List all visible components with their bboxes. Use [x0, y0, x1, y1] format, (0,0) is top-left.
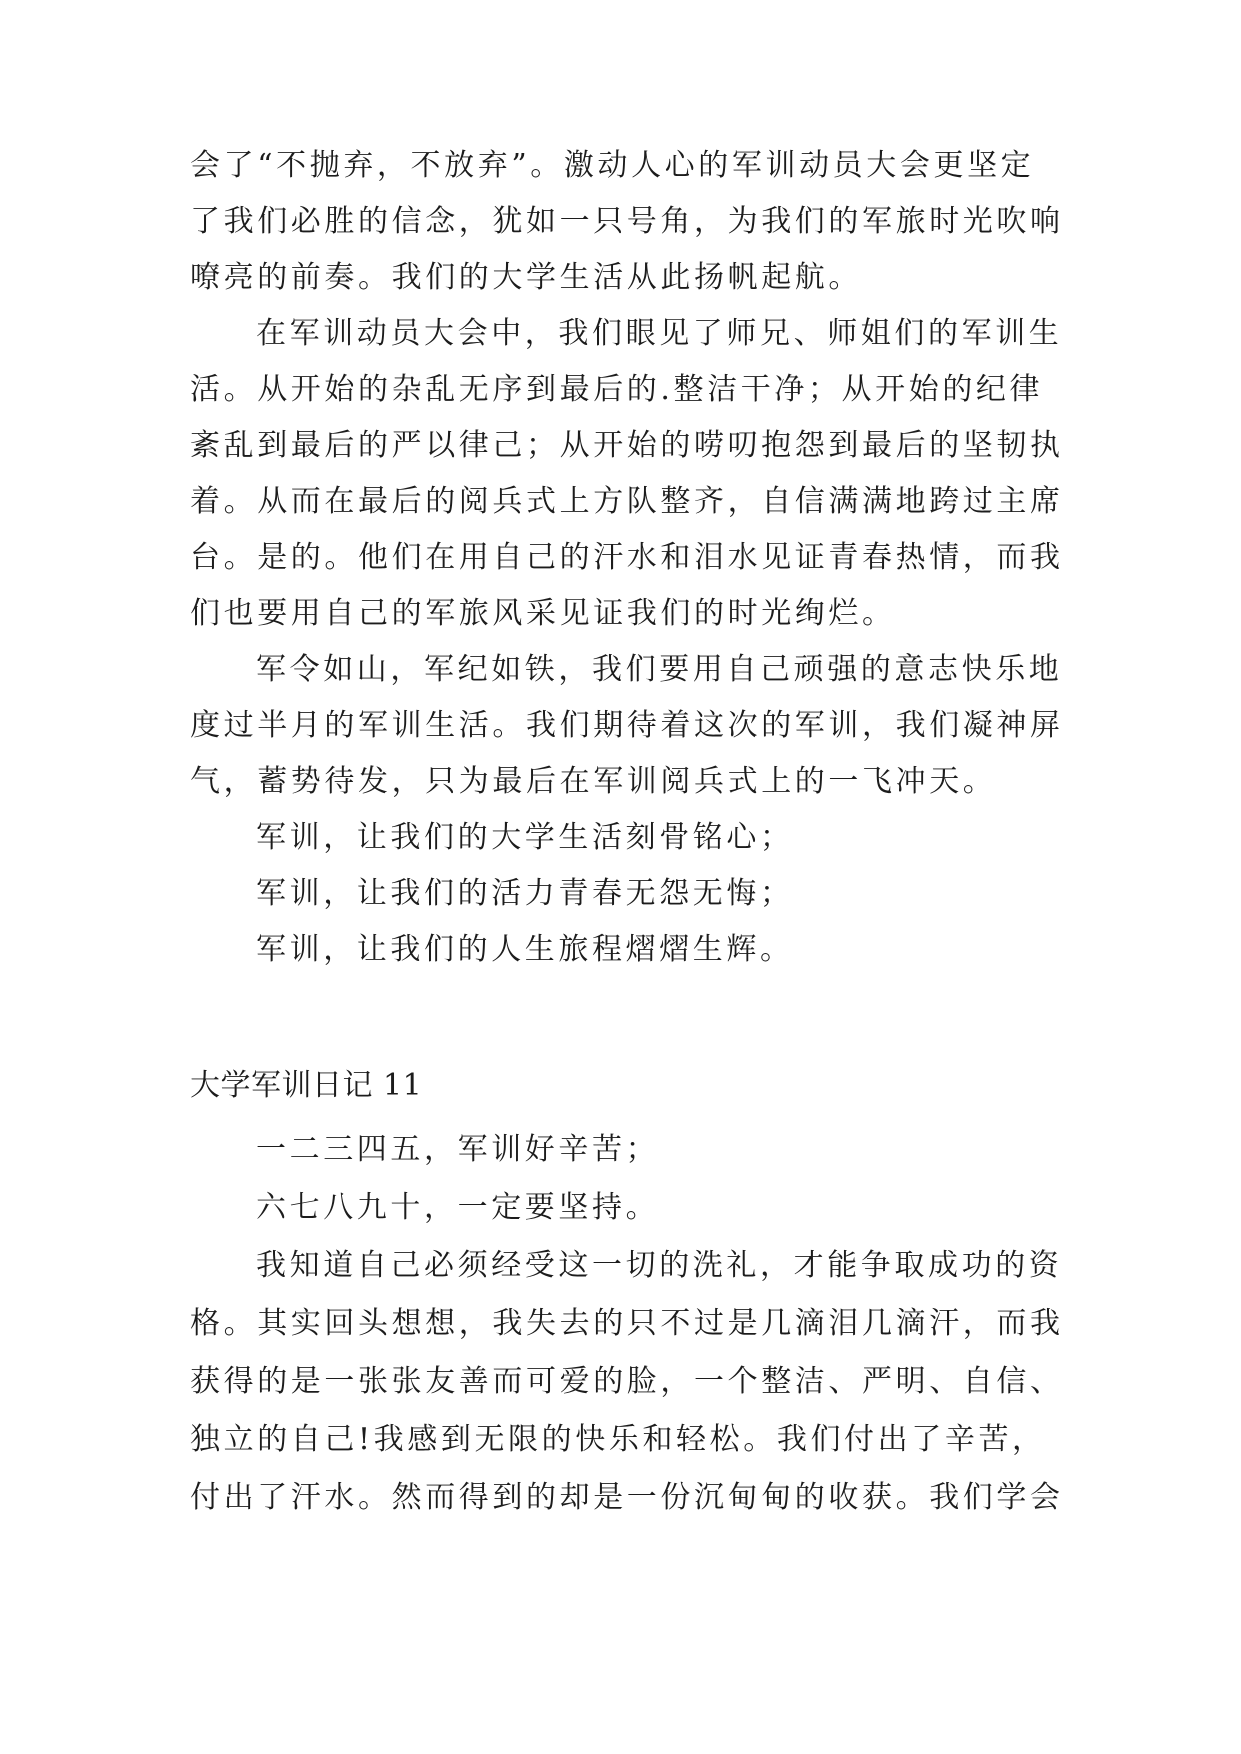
- paragraph-line: 一二三四五，军训好辛苦；: [256, 1132, 660, 1167]
- paragraph-line: 台。是的。他们在用自己的汗水和泪水见证青春热情，而我: [190, 540, 1064, 575]
- paragraph-line: 独立的自己!我感到无限的快乐和轻松。我们付出了辛苦，: [190, 1422, 1046, 1457]
- paragraph-line: 在军训动员大会中，我们眼见了师兄、师姐们的军训生: [256, 316, 1063, 351]
- paragraph-line: 六七八九十，一定要坚持。: [256, 1190, 660, 1225]
- paragraph-line: 军训，让我们的人生旅程熠熠生辉。: [256, 932, 794, 967]
- paragraph-line: 紊乱到最后的严以律己；从开始的唠叨抱怨到最后的坚韧执: [190, 428, 1064, 463]
- paragraph-line: 着。从而在最后的阅兵式上方队整齐，自信满满地跨过主席: [190, 484, 1064, 519]
- paragraph-line: 获得的是一张张友善而可爱的脸，一个整洁、严明、自信、: [190, 1364, 1064, 1399]
- paragraph-line: 度过半月的军训生活。我们期待着这次的军训，我们凝神屏: [190, 708, 1064, 743]
- paragraph-line: 付出了汗水。然而得到的却是一份沉甸甸的收获。我们学会: [190, 1480, 1064, 1515]
- paragraph-line: 嘹亮的前奏。我们的大学生活从此扬帆起航。: [190, 260, 862, 295]
- paragraph-line: 军训，让我们的大学生活刻骨铭心；: [256, 820, 794, 855]
- paragraph-line: 我知道自己必须经受这一切的洗礼，才能争取成功的资: [256, 1248, 1063, 1283]
- paragraph-line: 军训，让我们的活力青春无怨无悔；: [256, 876, 794, 911]
- paragraph-line: 了我们必胜的信念，犹如一只号角，为我们的军旅时光吹响: [190, 204, 1064, 239]
- paragraph-line: 军令如山，军纪如铁，我们要用自己顽强的意志快乐地: [256, 652, 1063, 687]
- paragraph-line: 们也要用自己的军旅风采见证我们的时光绚烂。: [190, 596, 896, 631]
- paragraph-line: 气，蓄势待发，只为最后在军训阅兵式上的一飞冲天。: [190, 764, 997, 799]
- section-title: 大学军训日记 11: [190, 1068, 423, 1103]
- paragraph-line: 格。其实回头想想，我失去的只不过是几滴泪几滴汗，而我: [190, 1306, 1064, 1341]
- paragraph-line: 活。从开始的杂乱无序到最后的.整洁干净；从开始的纪律: [190, 372, 1044, 407]
- paragraph-line: 会了“不抛弃，不放弃”。激动人心的军训动员大会更坚定: [190, 148, 1035, 183]
